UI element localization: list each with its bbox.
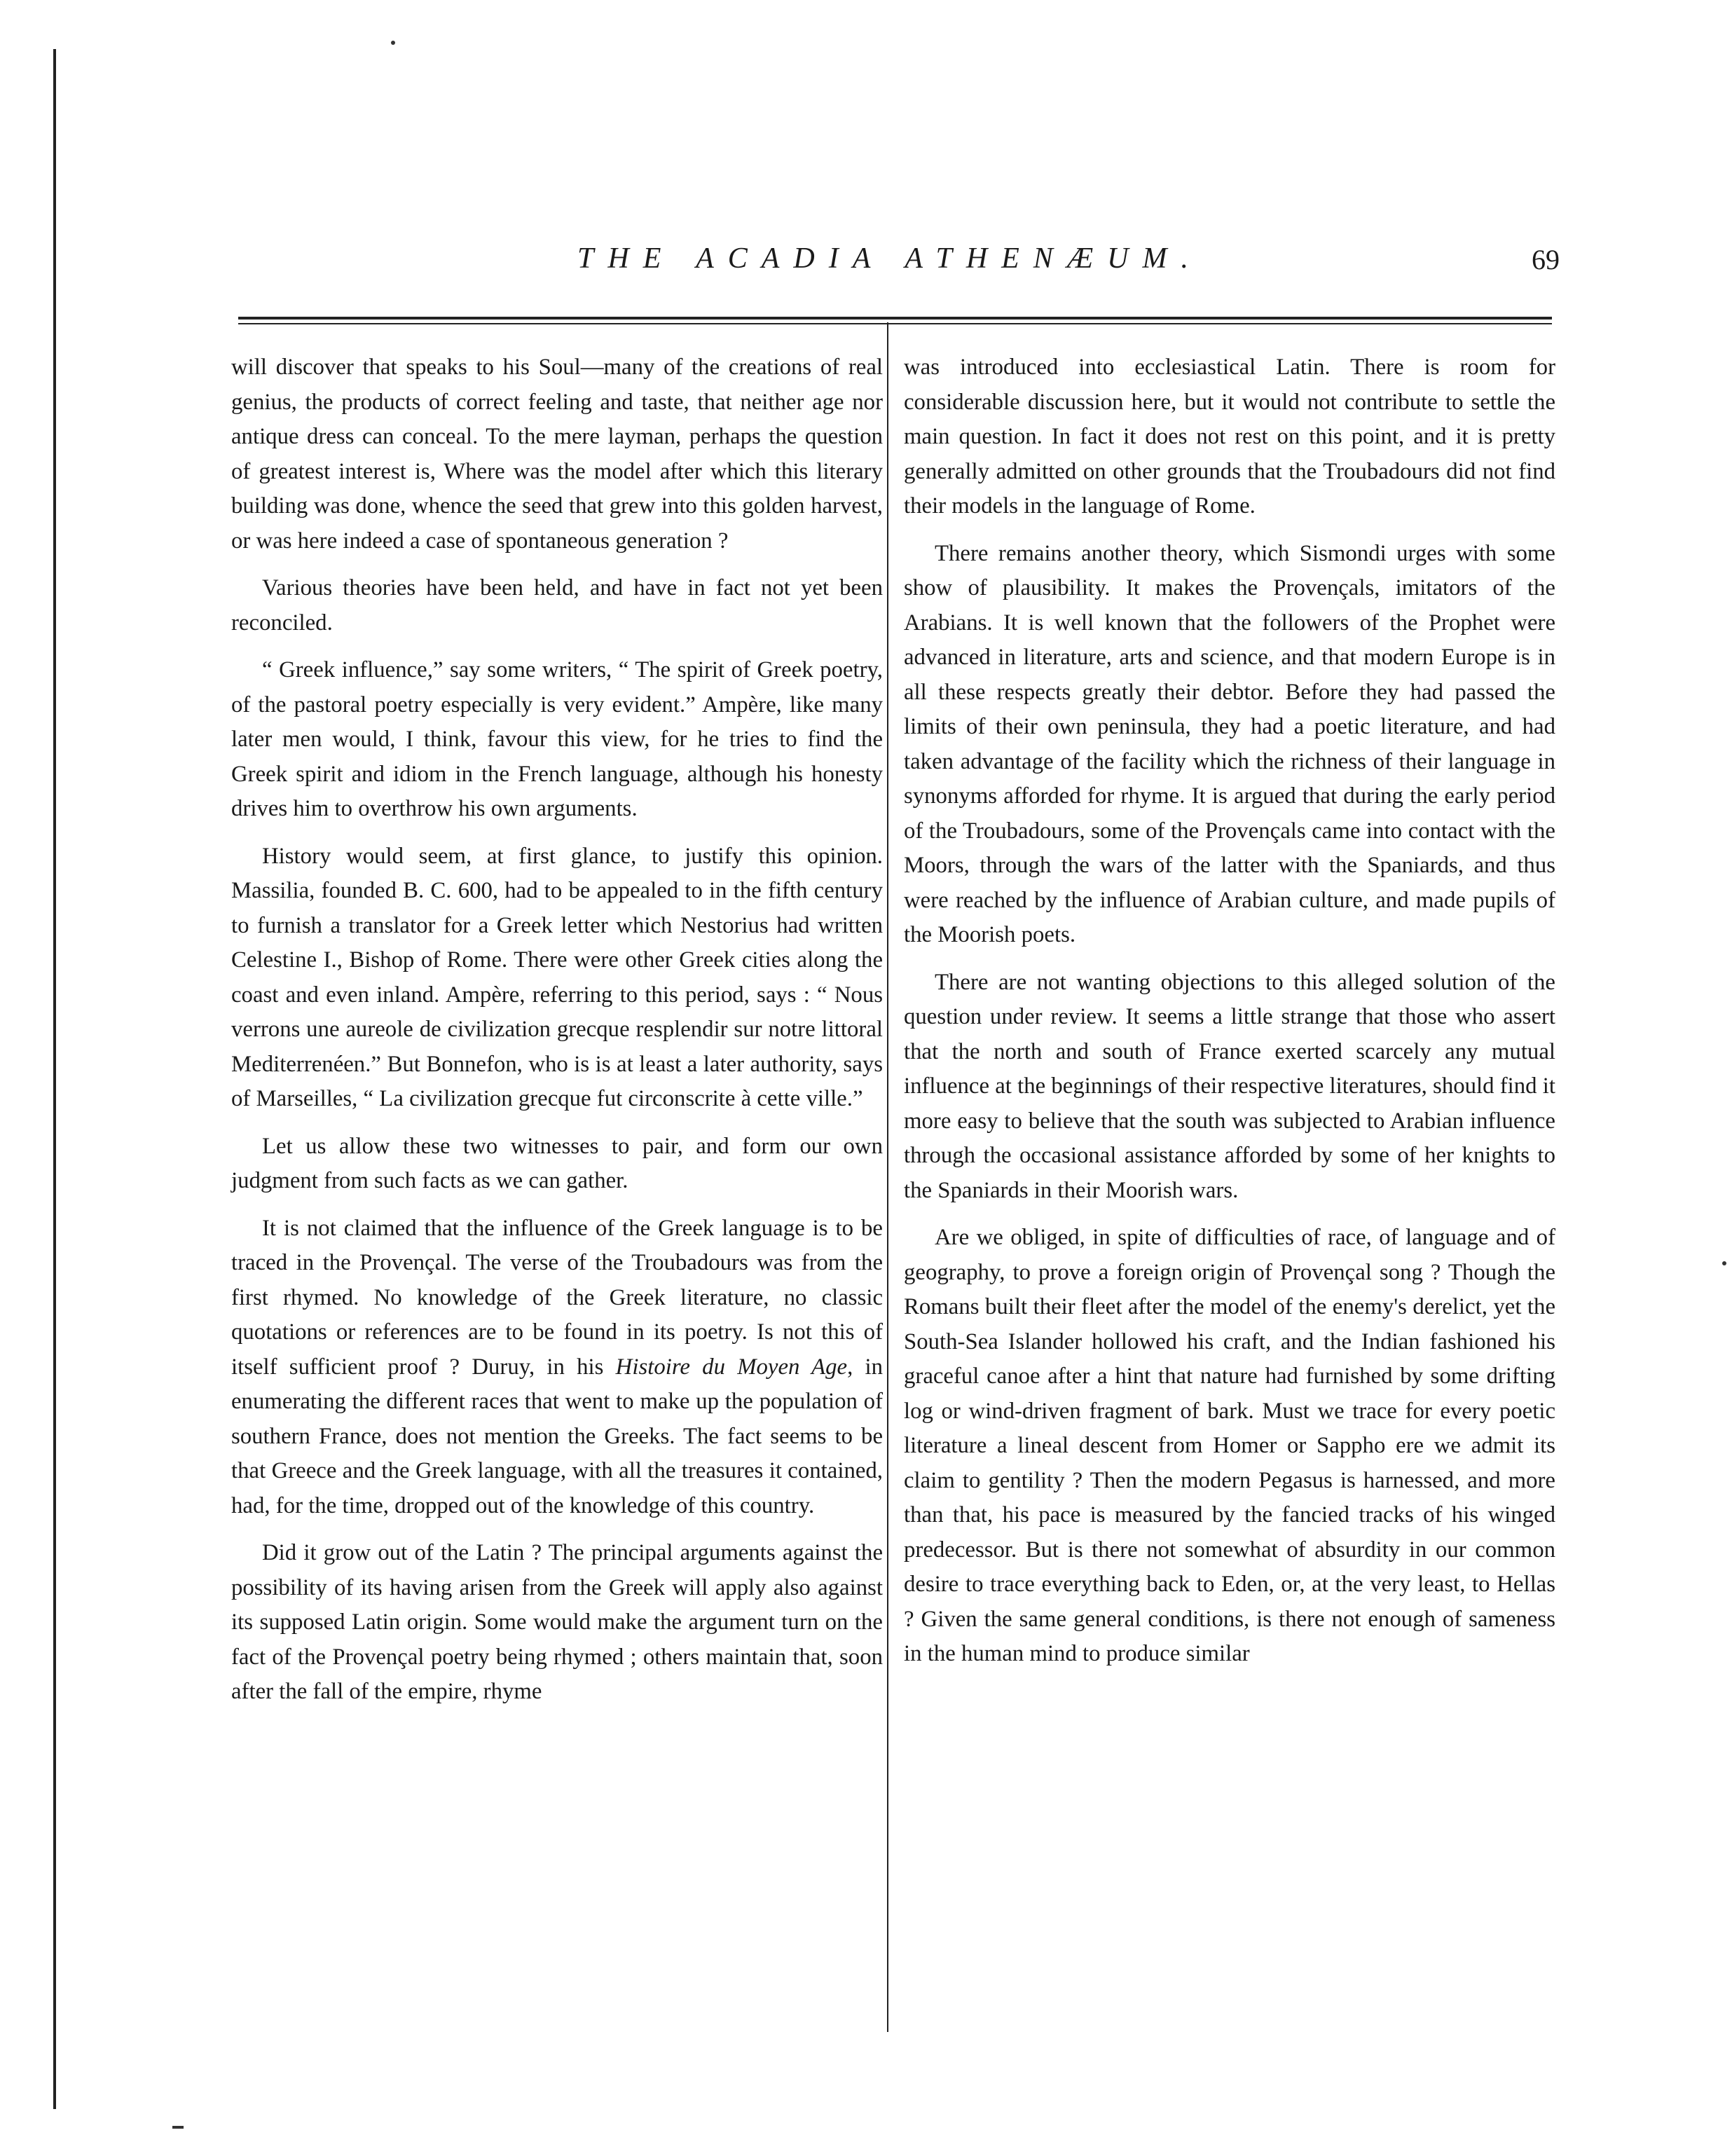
left-column: [231, 350, 883, 1722]
running-title: THE ACADIA ATHENÆUM.: [577, 242, 1202, 275]
paragraph: History would seem, at first glance, to justify this opinion. Massilia, founded B. C. 600, had to be appealed to in the fifth century to furnish a translator for a Greek letter which Nestorius had written Celestine I., Bishop of Rome. There were other Greek cities along the coast and even inland. Ampère, referring to this period, says : “ Nous verrons une aureole de civilization grecque resplendir sur notre littoral Mediterrenéen.” But Bonnefon, who is is at least a later authority, says of Marseilles, “ La civilization grecque fut circonscrite à cette ville.”: [231, 843, 883, 1111]
paragraph: was introduced into ecclesiastical Latin. There is room for considerable discussion here, but it would not contribute to settle the main question. In fact it does not rest on this point, and it is pretty generally admitted on other grounds that the Troubadours did not find their models in the language of Rome.: [904, 355, 1555, 519]
page-header: [231, 242, 1560, 291]
paragraph: There are not wanting objections to this alleged solution of the question under review. It seems a little strange that those who assert that the north and south of France exerted scarcely any mutual influence at the beginnings of their respective literatures, should find it more easy to believe that the south was subjected to Arabian influence through the occasional assistance afforded by some of her knights to the Spaniards in their Moorish wars.: [904, 969, 1555, 1203]
paragraph: [231, 1211, 883, 1524]
paragraph: Are we obliged, in spite of difficulties of race, of language and of geography, to prove a foreign origin of Provençal song ? Though the Romans built their fleet after the model of the enemy's derelict, yet the South-Sea Islander hollowed his craft, and the Indian fashioned his graceful canoe after a hint that nature had furnished by some drifting log or wind-driven fragment of bark. Must we trace for every poetic literature a lineal descent from Homer or Sappho ere we admit its claim to gentility ? Then the modern Pegasus is harnessed, and more than that, his pace is measured by the fancied tracks of his winged predecessor. But is there not somewhat of absurdity in our common desire to trace everything back to Eden, or, at the very least, to Hellas ? Given the same general conditions, is there not enough of sameness in the human mind to produce similar: [904, 1225, 1555, 1666]
print-speck: [172, 2126, 184, 2129]
page-number: 69: [1532, 244, 1560, 275]
header-rule: [238, 317, 1552, 320]
paragraph-text: , in enumerating the different races that went to make up the population of southern France, does not mention the Greeks. The fact seems to be that Greece and the Greek language, with all the treasures it contained, had, for the time, dropped out of the knowledge of this country.: [231, 1354, 883, 1518]
paragraph-text: It is not claimed that the influence of the Greek language is to be traced in the Provençal. The verse of the Troubadours was from the first rhymed. No knowledge of the Greek literature, no classic quotations or references are to be found in its poetry. Is not this of itself sufficient proof ? Duruy, in his: [231, 1215, 883, 1380]
paragraph: Did it grow out of the Latin ? The principal arguments against the possibility of its having arisen from the Greek will apply also against its supposed Latin origin. Some would make the argument turn on the fact of the Provençal poetry being rhymed ; others maintain that, soon after the fall of the empire, rhyme: [231, 1540, 883, 1704]
column-divider: [887, 322, 888, 2032]
right-column: [904, 350, 1555, 1684]
print-speck: [391, 41, 395, 45]
paragraph: Let us allow these two witnesses to pair, and form our own judgment from such facts as we can gather.: [231, 1133, 883, 1193]
paragraph: “ Greek influence,” say some writers, “ The spirit of Greek poetry, of the pastoral poetry especially is very evident.” Ampère, like many later men would, I think, favour this view, for he tries to find the Greek spirit and idiom in the French language, although his honesty drives him to overthrow his own arguments.: [231, 657, 883, 821]
book-title: Histoire du Moyen Age: [615, 1354, 848, 1380]
print-speck: [1722, 1261, 1726, 1265]
header-rule: [238, 323, 1552, 324]
paragraph: There remains another theory, which Sismondi urges with some show of plausibility. It makes the Provençals, imitators of the Arabians. It is well known that the followers of the Prophet were advanced in literature, arts and science, and that modern Europe is in all these respects greatly their debtor. Before they had passed the limits of their own peninsula, they had a poetic literature, and had taken advantage of the facility which the richness of their language in synonyms afforded for rhyme. It is argued that during the early period of the Troubadours, some of the Provençals came into contact with the Moors, through the wars of the latter with the Spaniards, and thus were reached by the influence of Arabian culture, and made pupils of the Moorish poets.: [904, 540, 1555, 947]
page-binding-line: [53, 49, 56, 2109]
paragraph: Various theories have been held, and have in fact not yet been reconciled.: [231, 575, 883, 636]
paragraph: will discover that speaks to his Soul—many of the creations of real genius, the products of correct feeling and taste, that neither age nor antique dress can conceal. To the mere layman, perhaps the question of greatest interest is, Where was the model after which this literary building was done, whence the seed that grew into this golden harvest, or was here indeed a case of spontaneous generation ?: [231, 355, 883, 554]
